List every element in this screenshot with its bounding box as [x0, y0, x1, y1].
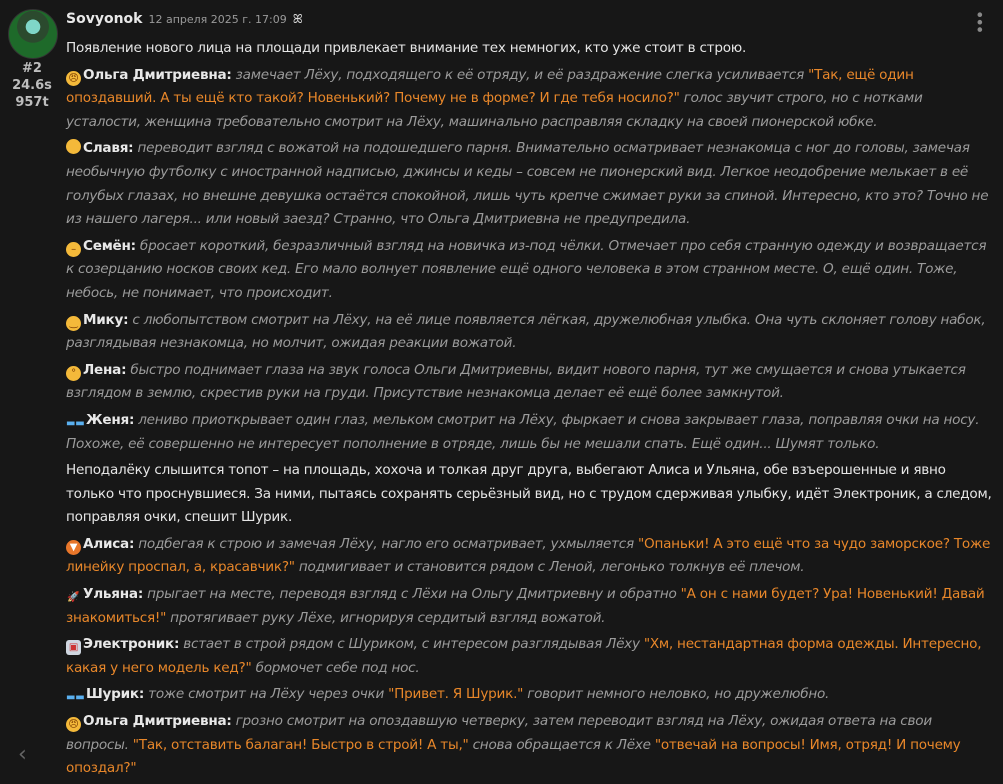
message-content [66, 37, 994, 784]
speech-text: "Так, отставить балаган! Быстро в строй! А ты," [132, 736, 469, 753]
narration-text: Появление нового лица на площади привлекает внимание тех немногих, кто уже стоит в строю. [66, 40, 747, 56]
action-text: лениво приоткрывает один глаз, мельком смотрит на Лёху, фыркает и снова закрывает глаза, поправляя очки на носу. Похоже, её совершенно не интересует пополнение в отряде, лишь бы не мешали спать. Ещё один... Шумят только. [66, 411, 980, 452]
speech-text: "А он с нами будет? Ура! Новенький! Давай знакомиться!" [66, 586, 985, 626]
robot-icon: ▣ [66, 640, 81, 655]
angry-face-icon: 😠 [66, 717, 81, 732]
message-paragraph [66, 137, 994, 231]
message-number: #2 [22, 61, 42, 76]
username[interactable]: Sovyonok [66, 11, 143, 27]
smiling-face-icon: ‿ [66, 316, 81, 331]
user-avatar[interactable] [8, 9, 58, 59]
character-name: Алиса: [83, 535, 135, 552]
message-paragraph [66, 683, 994, 707]
action-text: бросает короткий, безразличный взгляд на новичка из-под чёлки. Отмечает про себя странную одежду и возвращается к созерцанию носков своих кед. Его мало волнует появление ещё одного человека в этом странном месте. О, ещё один. Тоже, небось, не понимает, что происходит. [66, 237, 987, 301]
action-text: бормочет себе под нос. [251, 659, 420, 676]
speech-text: "отвечай на вопросы! Имя, отряд! И почему опоздал?" [66, 736, 961, 777]
speech-text: "Хм, нестандартная форма одежды. Интересно, какая у него модель кед?" [66, 636, 982, 676]
character-name: Женя: [86, 411, 135, 428]
speech-text: "Так, ещё один опоздавший. А ты ещё кто такой? Новенький? Почему не в форме? И где тебя носило?" [66, 66, 914, 107]
sunglasses-icon: ▬▬ [66, 417, 85, 429]
character-name: Лена: [83, 361, 127, 378]
character-name: Электроник: [83, 636, 180, 653]
generation-time: 24.6s [12, 78, 52, 93]
action-text: замечает Лёху, подходящего к её отряду, и её раздражение слегка усиливается [231, 66, 809, 83]
action-text: с любопытством смотрит на Лёху, на её лице появляется лёгкая, дружелюбная улыбка. Она чуть склоняет голову набок, разглядывая незнакомца, но молчит, ожидая реакции вожатой. [66, 311, 986, 352]
action-text: протягивает руку Лёхе, игнорируя сердитый взгляд вожатой. [166, 609, 606, 626]
message-paragraph [66, 459, 994, 530]
butterfly-icon: ꕤ [292, 12, 303, 26]
message-paragraph [66, 710, 994, 781]
flushed-face-icon: ° [66, 366, 81, 381]
message-paragraph [66, 359, 994, 406]
message-header [66, 11, 303, 27]
message-paragraph [66, 583, 994, 630]
character-name: Семён: [83, 237, 136, 254]
action-text: тоже смотрит на Лёху через очки [144, 686, 389, 703]
action-text: грозно смотрит на опоздавшую четверку, затем переводит взгляд на Лёху, ожидая ответа на свои вопросы. [66, 713, 932, 753]
chevron-left-icon[interactable]: ‹ [18, 742, 27, 767]
fox-icon: ▼ [66, 540, 81, 555]
action-text: встает в строй рядом с Шуриком, с интересом разглядывая Лёху [179, 636, 644, 653]
narration-text: Неподалёку слышится топот – на площадь, хохоча и толкая друг друга, выбегают Алиса и Ульяна, обе взъерошенные и явно только что проснувшиеся. За ними, пытаясь сохранять серьёзный вид, но с трудом сдерживая улыбку, идёт Электроник, а следом, поправляя очки, спешит Шурик. [66, 462, 992, 526]
character-name: Ольга Дмитриевна: [83, 713, 232, 730]
message-paragraph [66, 235, 994, 306]
action-text: голос звучит строго, но с нотками усталости, женщина требовательно смотрит на Лёху, машинально расправляя складку на своей пионерской юбке. [66, 90, 923, 130]
action-text: быстро поднимает глаза на звук голоса Ольги Дмитриевны, видит нового парня, тут же смущается и снова утыкается взглядом в землю, скрестив руки на груди. Присутствие незнакомца делает её ещё более замкнутой. [66, 361, 966, 402]
message-paragraph [66, 309, 994, 356]
token-count: 957t [15, 95, 49, 110]
angry-face-icon: 😠 [66, 71, 81, 86]
action-text: переводит взгляд с вожатой на подошедшего парня. Внимательно осматривает незнакомца с ног до головы, замечая необычную футболку с иностранной надписью, джинсы и кеды – совсем не пионерский вид. Легкое неодобрение мелькает в её голубых глазах, но внешне девушка остаётся спокойной, лишь чуть крепче сжимает руки за спиной. Интересно, кто это? Точно не из нашего лагеря... или новый заезд? Странно, что Ольга Дмитриевна не предупредила. [66, 140, 989, 228]
timestamp: 12 апреля 2025 г. 17:09 [148, 13, 287, 26]
message-meta [0, 60, 64, 111]
message-paragraph [66, 633, 994, 680]
character-name: Славя: [83, 140, 134, 157]
character-name: Шурик: [86, 686, 145, 703]
sunglasses-icon: ▬▬ [66, 692, 85, 704]
action-text: подмигивает и становится рядом с Леной, легонько толкнув её плечом. [294, 559, 805, 576]
action-text: подбегая к строю и замечая Лёху, нагло его осматривает, ухмыляется [134, 535, 639, 552]
message-paragraph [66, 409, 994, 456]
expressionless-face-icon: – [66, 242, 81, 257]
monocle-face-icon [66, 139, 81, 154]
character-name: Мику: [83, 311, 129, 328]
rocket-icon: 🚀 [67, 592, 80, 604]
speech-text: "Привет. Я Шурик." [388, 686, 524, 703]
action-text: говорит немного неловко, но дружелюбно. [523, 686, 830, 703]
action-text: прыгает на месте, переводя взгляд с Лёхи на Ольгу Дмитриевну и обратно [143, 586, 681, 603]
message-paragraph [66, 64, 994, 135]
character-name: Ольга Дмитриевна: [83, 66, 232, 83]
character-name: Ульяна: [83, 586, 144, 603]
message-paragraph [66, 533, 994, 580]
action-text: снова обращается к Лёхе [468, 736, 655, 753]
message-paragraph [66, 37, 994, 61]
speech-text: "Опаньки! А это ещё что за чудо заморское? Тоже линейку проспал, а, красавчик?" [66, 535, 991, 576]
more-options-icon[interactable]: ••• [970, 10, 989, 33]
